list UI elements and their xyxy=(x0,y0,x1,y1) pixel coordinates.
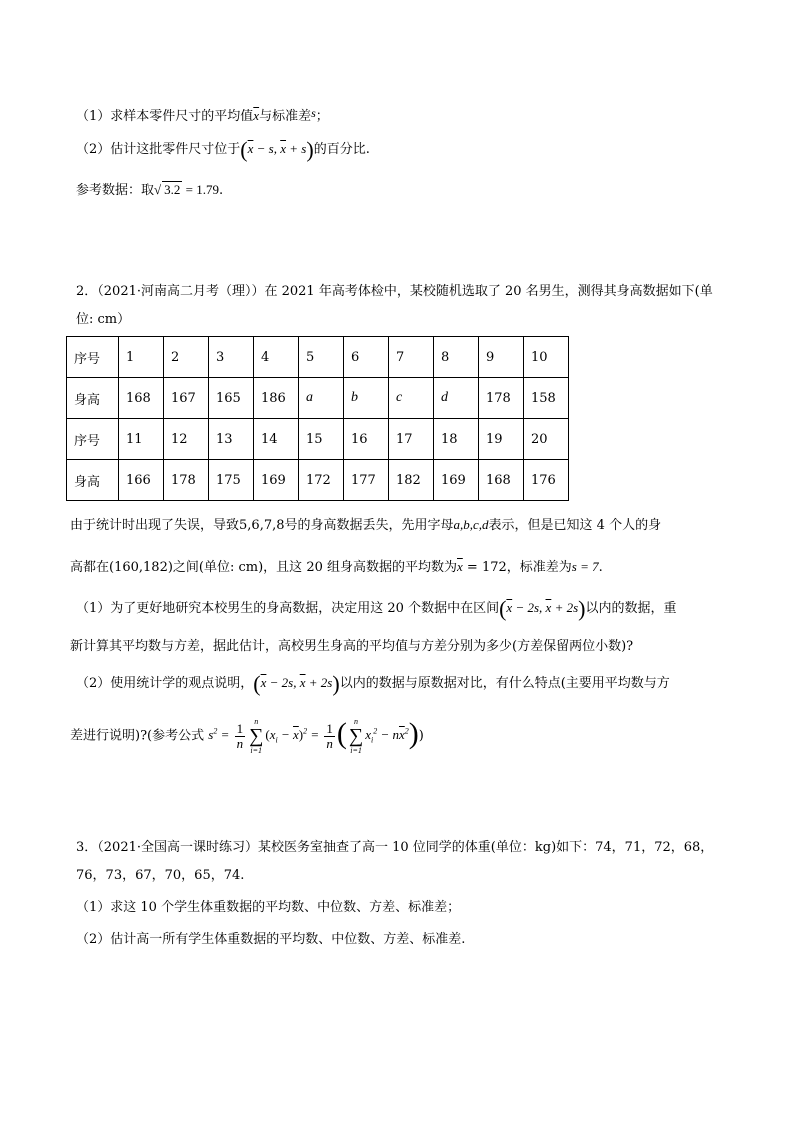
table-cell: 20 xyxy=(524,419,569,460)
q2-sub1-line2: 新计算其平均数与方差，据此估计，高校男生身高的平均值与方差分别为多少(方差保留两位小数)? xyxy=(70,639,634,654)
q2-para1-text-c: 表示，但是已知这 4 个人的身 xyxy=(488,518,662,533)
q1-ref-end: . xyxy=(219,183,224,198)
table-cell: 178 xyxy=(164,460,209,501)
table-cell: 身高 xyxy=(67,378,119,419)
q2-heading-line1: 2．（2021·河南高二月考（理））在 2021 年高考体检中，某校随机选取了 20 名男生，测得其身高数据如下(单 xyxy=(76,284,713,299)
q2-heading-line2: 位: cm） xyxy=(76,312,131,327)
mean-symbol: $\overline{x}$ xyxy=(253,108,260,123)
table-cell: b xyxy=(344,378,389,419)
table-cell: 176 xyxy=(524,460,569,501)
table-cell: 14 xyxy=(254,419,299,460)
table-cell: 168 xyxy=(119,378,164,419)
q1-reference xyxy=(76,180,223,201)
q1-ref-text: 参考数据：取 xyxy=(76,183,155,198)
q2-missing-indices: 5,6,7,8 xyxy=(239,518,285,533)
table-cell: 身高 xyxy=(67,460,119,501)
q2-range-expr-2: ($\overline{x} - 2s$, $\overline{x} + 2s$) xyxy=(253,671,340,696)
table-cell: 18 xyxy=(434,419,479,460)
table-cell: 16 xyxy=(344,419,389,460)
table-cell: 169 xyxy=(434,460,479,501)
table-cell: 177 xyxy=(344,460,389,501)
table-cell: 175 xyxy=(209,460,254,501)
q2-para2-end: . xyxy=(598,560,603,575)
q2-sub2 xyxy=(76,673,670,694)
table-cell: 13 xyxy=(209,419,254,460)
q1-part1-text: （1）求样本零件尺寸的平均值 xyxy=(76,109,254,124)
table-cell: 5 xyxy=(299,337,344,378)
table-cell: d xyxy=(434,378,479,419)
table-cell: 1 xyxy=(119,337,164,378)
interval-expr: ($\overline{x} - s$, $\overline{x} + s$) xyxy=(240,137,314,162)
q2-sd-value: s = 7 xyxy=(571,559,599,574)
table-cell: 178 xyxy=(479,378,524,419)
q2-sub1-text-b: 以内的数据，重 xyxy=(585,601,677,616)
mean-symbol: $\overline{x}$ xyxy=(457,559,463,574)
q3-heading-line1: 3．（2021·全国高一课时练习）某校医务室抽查了高一 10 位同学的体重(单位：kg)如下：74，71，72，68， xyxy=(76,840,714,855)
table-cell: 166 xyxy=(119,460,164,501)
sqrt-expr: √ 3.2 = 1.79 xyxy=(154,182,219,197)
q2-sub1 xyxy=(76,598,677,619)
table-cell: 2 xyxy=(164,337,209,378)
table-cell: 168 xyxy=(479,460,524,501)
q3-sub2: （2）估计高一所有学生体重数据的平均数、中位数、方差、标准差. xyxy=(76,932,466,947)
q2-para2-text-b: 之间(单位: cm)，且这 20 组身高数据的平均数为 xyxy=(172,560,457,575)
s-symbol: s xyxy=(311,106,316,120)
table-row xyxy=(67,460,569,501)
table-cell: 17 xyxy=(389,419,434,460)
q2-para2-text-c: ，标准差为 xyxy=(506,560,572,575)
table-cell: 8 xyxy=(434,337,479,378)
q2-sub1-text: （1）为了更好地研究本校男生的身高数据，决定用这 20 个数据中在区间 xyxy=(76,601,500,616)
table-cell: 15 xyxy=(299,419,344,460)
q1-part1-end: ； xyxy=(315,109,329,124)
q2-sub2-line2-text: 差进行说明)?(参考公式 xyxy=(70,728,205,744)
height-table xyxy=(66,336,569,501)
q2-para1-text: 由于统计时出现了失误，导致 xyxy=(70,518,240,533)
table-cell: 6 xyxy=(344,337,389,378)
q2-para1 xyxy=(70,515,661,536)
sqrt-value: 3.2 xyxy=(164,182,181,197)
q1-part2 xyxy=(76,139,370,160)
q2-sub2-text: （2）使用统计学的观点说明， xyxy=(76,676,254,691)
sqrt-result: = 1.79 xyxy=(185,182,219,197)
q2-interval: (160,182) xyxy=(109,560,173,575)
table-cell: 12 xyxy=(164,419,209,460)
table-cell: 序号 xyxy=(67,337,119,378)
q1-part1-text-b: 与标准差 xyxy=(259,109,312,124)
table-cell: a xyxy=(299,378,344,419)
table-cell: 11 xyxy=(119,419,164,460)
q2-para2-text: 高都在 xyxy=(70,560,110,575)
table-cell: 3 xyxy=(209,337,254,378)
table-cell: c xyxy=(389,378,434,419)
table-cell: 序号 xyxy=(67,419,119,460)
table-row xyxy=(67,378,569,419)
table-cell: 172 xyxy=(299,460,344,501)
table-cell: 182 xyxy=(389,460,434,501)
table-row xyxy=(67,337,569,378)
table-cell: 169 xyxy=(254,460,299,501)
q2-vars: a,b,c,d xyxy=(453,517,489,532)
q2-range-expr: ($\overline{x} - 2s$, $\overline{x} + 2s$) xyxy=(499,596,586,621)
table-cell: 7 xyxy=(389,337,434,378)
q1-part2-text: （2）估计这批零件尺寸位于 xyxy=(76,142,241,157)
table-cell: 167 xyxy=(164,378,209,419)
table-cell: 19 xyxy=(479,419,524,460)
table-cell: 4 xyxy=(254,337,299,378)
q3-sub1: （1）求这 10 个学生体重数据的平均数、中位数、方差、标准差； xyxy=(76,900,461,915)
q2-mean-value: = 172 xyxy=(466,560,507,575)
variance-formula: $s^2$ = $\frac{1}{n}$ n ∑ i=1 $(x_i - \overline{x})^2$ = $\frac{1}{n}$ ( n ∑ i=1 $x_i^2 - n\overline{x}^2$) xyxy=(208,717,419,756)
table-row xyxy=(67,419,569,460)
q2-sub2-line2-end: ) xyxy=(418,728,424,744)
table-cell: 186 xyxy=(254,378,299,419)
table-cell: 9 xyxy=(479,337,524,378)
q2-sub2-line2 xyxy=(70,716,424,757)
q2-para1-text-b: 号的身高数据丢失，先用字母 xyxy=(284,518,454,533)
table-cell: 10 xyxy=(524,337,569,378)
q1-part1 xyxy=(76,103,329,127)
table-cell: 158 xyxy=(524,378,569,419)
table-cell: 165 xyxy=(209,378,254,419)
q2-sub2-text-b: 以内的数据与原数据对比，有什么特点(主要用平均数与方 xyxy=(339,676,670,691)
q2-para2 xyxy=(70,557,603,578)
q3-heading-line2: 76，73，67，70，65，74. xyxy=(76,868,245,883)
q1-part2-end: 的百分比. xyxy=(313,142,370,157)
